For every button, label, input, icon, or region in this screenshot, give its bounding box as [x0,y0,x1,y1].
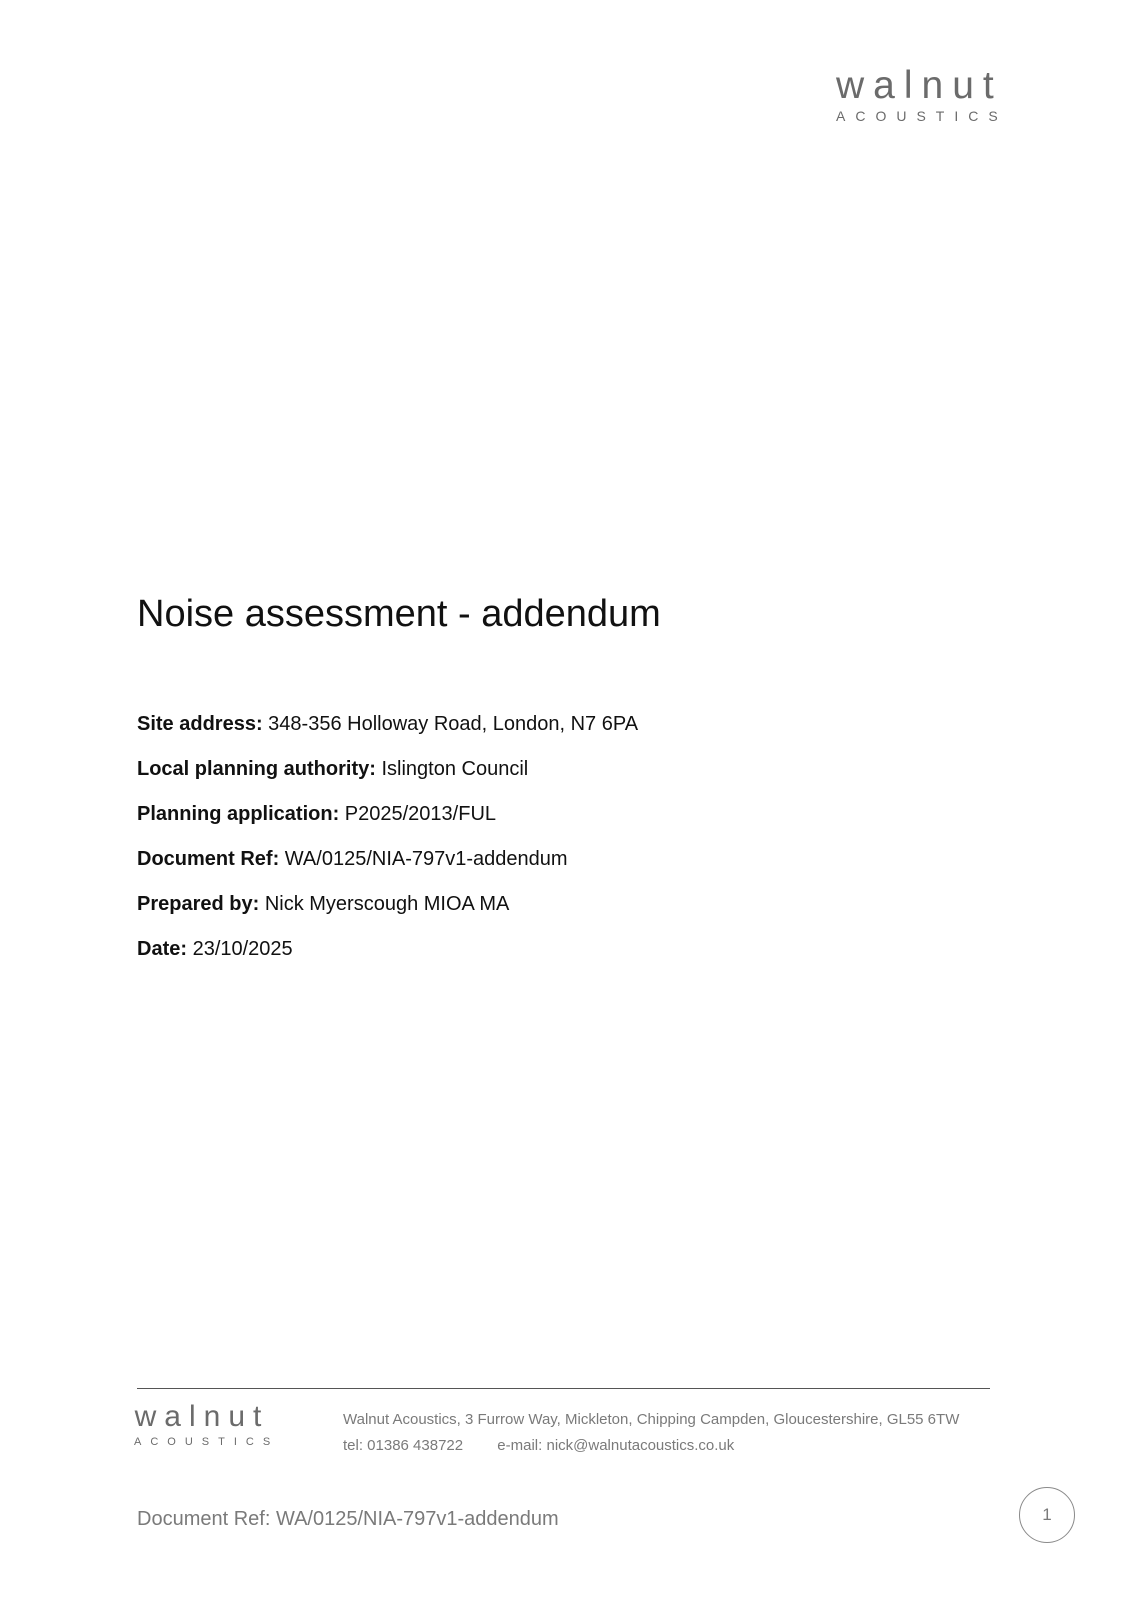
detail-value: P2025/2013/FUL [344,803,497,825]
page-number-badge [1019,1487,1075,1543]
footer-logo [134,1400,280,1449]
detail-value: WA/0125/NIA-797v1-addendum [284,848,568,870]
detail-planning-application [137,802,638,847]
detail-local-planning-authority [137,757,638,802]
detail-value: Nick Myerscough MIOA MA [264,893,510,915]
footer-document-ref: Document Ref: WA/0125/NIA-797v1-addendum [137,1508,559,1530]
logo-subtitle: ACOUSTICS [134,1436,280,1448]
footer-contact [343,1407,959,1459]
logo-wordmark: walnut [134,1400,270,1433]
detail-value: Islington Council [381,758,529,780]
detail-value: 23/10/2025 [192,938,293,960]
detail-label: Planning application: [137,803,340,825]
footer-email: e-mail: nick@walnutacoustics.co.uk [497,1437,735,1454]
footer-address: Walnut Acoustics, 3 Furrow Way, Mickleton, Chipping Campden, Gloucestershire, GL55 6TW [343,1411,960,1428]
detail-label: Document Ref: [137,848,280,870]
detail-date [137,937,638,982]
detail-label: Date: [137,938,188,960]
footer-contact-line [343,1433,959,1459]
detail-prepared-by [137,892,638,937]
detail-value: 348-356 Holloway Road, London, N7 6PA [268,713,639,735]
detail-label: Local planning authority: [137,758,376,780]
document-details [137,712,638,982]
detail-site-address [137,712,638,757]
footer-divider [137,1388,990,1389]
logo-wordmark: walnut [836,64,1003,107]
header-logo [836,64,1008,124]
footer-tel: tel: 01386 438722 [343,1437,464,1454]
detail-label: Prepared by: [137,893,260,915]
logo-subtitle: ACOUSTICS [836,108,1008,124]
detail-document-ref [137,847,638,892]
detail-label: Site address: [137,713,263,735]
page-number: 1 [1042,1505,1052,1524]
document-title: Noise assessment - addendum [137,593,661,635]
